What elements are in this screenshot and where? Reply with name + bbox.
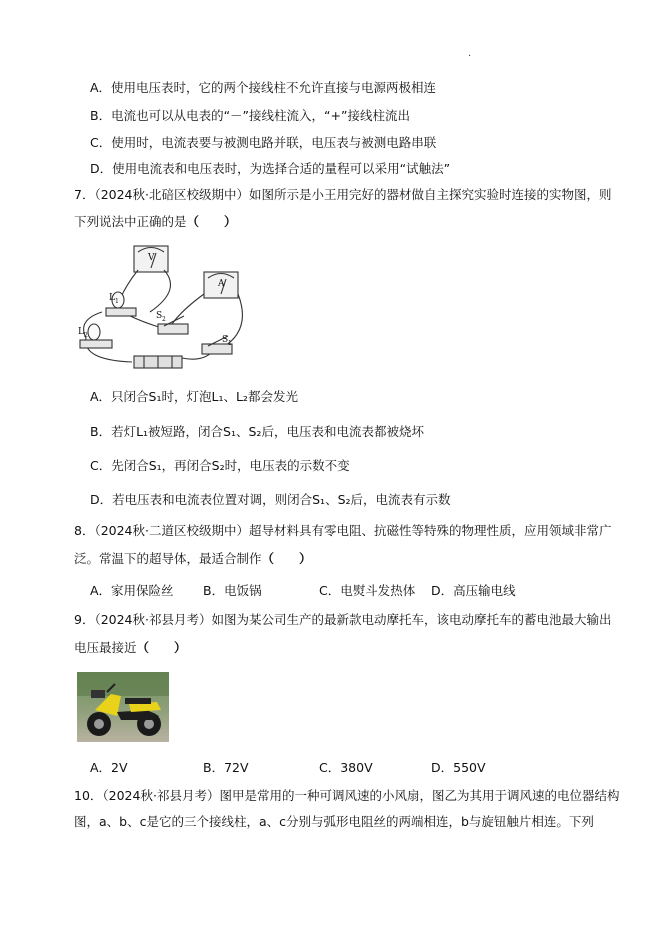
- q9-option-a: A．2V: [90, 760, 128, 775]
- q8-answer-bracket: （ ）: [261, 551, 312, 566]
- l1-sub: 1: [115, 298, 119, 305]
- q9-option-b: B．72V: [203, 760, 249, 775]
- q9-option-d: D．550V: [431, 760, 486, 775]
- q7-option-d: D．若电压表和电流表位置对调，则闭合S₁、S₂后，电流表有示数: [90, 492, 451, 507]
- q8-option-b: B．电饭锅: [203, 583, 262, 598]
- q6-option-b: B．电流也可以从电表的“－”接线柱流入，“+”接线柱流出: [90, 108, 410, 123]
- s1-label: S: [222, 335, 229, 345]
- q7-stem-line2: [74, 213, 237, 231]
- s2-sub: 2: [162, 316, 166, 323]
- q9-option-c: C．380V: [319, 760, 373, 775]
- q7-stem-text: 下列说法中正确的是: [74, 214, 187, 229]
- scooter-photo: [77, 672, 169, 742]
- q9-stem-line2: [74, 639, 187, 657]
- q8-option-a: A．家用保险丝: [90, 583, 174, 598]
- q7-stem-line1: 7．（2024秋·北碚区校级期中）如图所示是小王用完好的器材做自主探究实验时连接的实物图，则: [74, 187, 612, 202]
- q8-stem-text: 泛。常温下的超导体，最适合制作: [74, 551, 262, 566]
- q6-option-d: D．使用电流表和电压表时，为选择合适的量程可以采用“试触法”: [90, 161, 451, 176]
- s1-sub: 1: [228, 340, 232, 347]
- q7-answer-bracket: （ ）: [186, 214, 237, 229]
- q9-stem-text: 电压最接近: [74, 640, 137, 655]
- q8-option-c: C．电熨斗发热体: [319, 583, 416, 598]
- q6-option-c: C．使用时，电流表要与被测电路并联，电压表与被测电路串联: [90, 135, 437, 150]
- q9-answer-bracket: （ ）: [136, 640, 187, 655]
- q8-option-d: D．高压输电线: [431, 583, 516, 598]
- q10-stem-line1: 10．（2024秋·祁县月考）图甲是常用的一种可调风速的小风扇，图乙为其用于调风速的电位器结构: [74, 788, 620, 803]
- q7-option-a: A．只闭合S₁时，灯泡L₁、L₂都会发光: [90, 389, 298, 404]
- q7-option-c: C．先闭合S₁，再闭合S₂时，电压表的示数不变: [90, 458, 350, 473]
- q8-stem-line1: 8．（2024秋·二道区校级期中）超导材料具有零电阻、抗磁性等特殊的物理性质，应用领域非常广: [74, 523, 612, 538]
- l2-label: L: [78, 327, 84, 337]
- circuit-figure: [72, 240, 252, 380]
- l2-sub: 2: [84, 332, 88, 339]
- q8-stem-line2: [74, 550, 312, 568]
- ammeter-label: A: [218, 279, 225, 289]
- page-mark: ·: [468, 51, 472, 62]
- voltmeter-label: V: [148, 253, 155, 263]
- l1-label: L: [109, 293, 115, 303]
- q9-stem-line1: 9．（2024秋·祁县月考）如图为某公司生产的最新款电动摩托车，该电动摩托车的蓄电池最大输出: [74, 612, 612, 627]
- q10-stem-line2: 图，a、b、c是它的三个接线柱，a、c分别与弧形电阻丝的两端相连，b与旋钮触片相连。下列: [74, 814, 594, 829]
- s2-label: S: [156, 311, 163, 321]
- q7-option-b: B．若灯L₁被短路，闭合S₁、S₂后，电压表和电流表都被烧坏: [90, 424, 424, 439]
- q6-option-a: A．使用电压表时，它的两个接线柱不允许直接与电源两极相连: [90, 80, 437, 95]
